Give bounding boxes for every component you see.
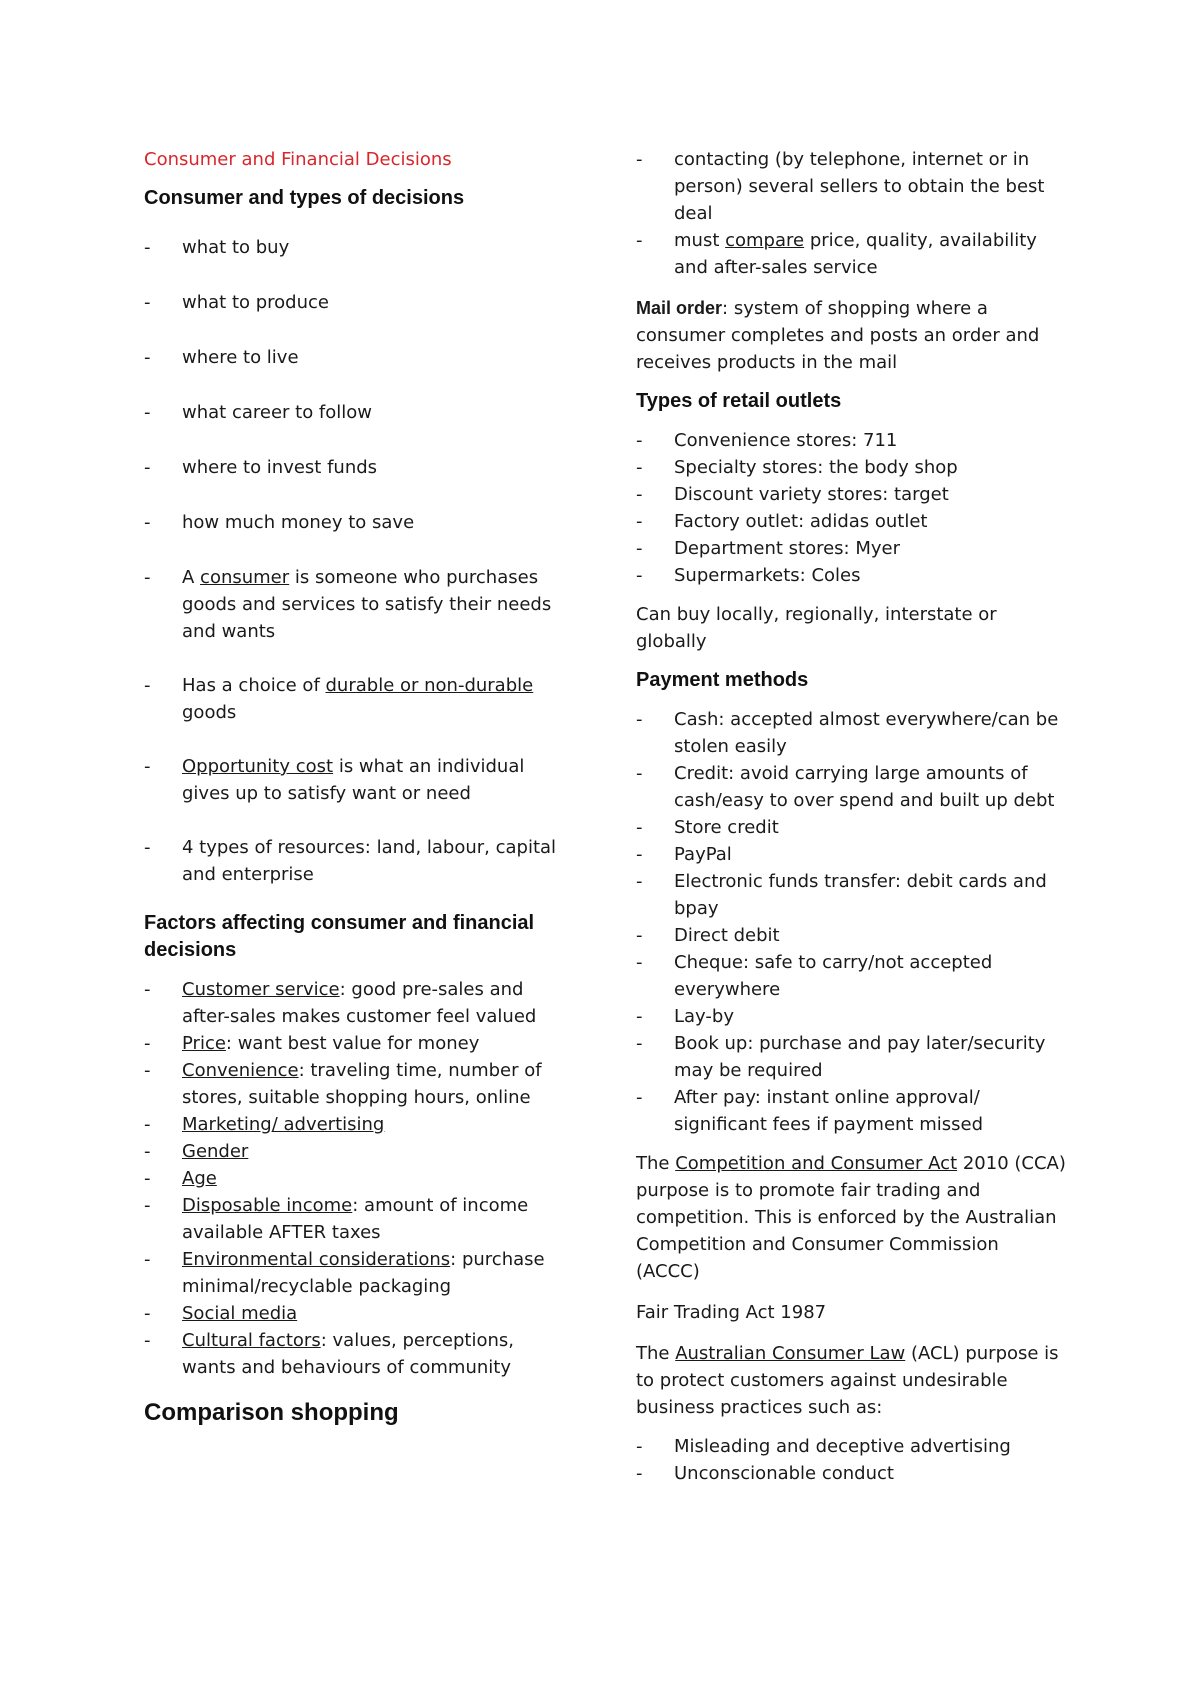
list-item: - Age bbox=[144, 1165, 564, 1192]
list-item: - Store credit bbox=[636, 814, 1066, 841]
term-consumer: consumer bbox=[200, 567, 290, 588]
list-item: - After pay: instant online approval/ significant fees if payment missed bbox=[636, 1084, 1066, 1138]
list-item-resources: - 4 types of resources: land, labour, capital and enterprise bbox=[144, 834, 564, 888]
decisions-list bbox=[144, 234, 564, 888]
list-item: - Environmental considerations: purchase minimal/recyclable packaging bbox=[144, 1246, 564, 1300]
list-item: - what career to follow bbox=[144, 399, 564, 426]
list-item: - Social media bbox=[144, 1300, 564, 1327]
retail-list bbox=[636, 427, 1066, 589]
term-consumer-law: Australian Consumer Law bbox=[675, 1343, 906, 1364]
list-item: - Department stores: Myer bbox=[636, 535, 1066, 562]
document-title: Consumer and Financial Decisions bbox=[144, 149, 452, 170]
term-mail-order: Mail order bbox=[636, 298, 723, 318]
mail-order-paragraph: Mail order: system of shopping where a consumer completes and posts an order and receives products in the mail bbox=[636, 298, 1040, 373]
list-item: - Unconscionable conduct bbox=[636, 1460, 1066, 1487]
comparison-list bbox=[636, 146, 1066, 281]
cca-paragraph: The Competition and Consumer Act 2010 (CCA) purpose is to promote fair trading and competition. This is enforced by the Australian Competition and Consumer Commission (ACCC) bbox=[636, 1153, 1066, 1282]
heading-payment-methods: Payment methods bbox=[636, 669, 809, 691]
list-item: - Cheque: safe to carry/not accepted everywhere bbox=[636, 949, 1066, 1003]
list-item: - Supermarkets: Coles bbox=[636, 562, 1066, 589]
heading-retail-outlets: Types of retail outlets bbox=[636, 390, 842, 412]
fair-trading-paragraph: Fair Trading Act 1987 bbox=[636, 1302, 827, 1323]
list-item: - what to buy bbox=[144, 234, 564, 261]
heading-factors: Factors affecting consumer and financial decisions bbox=[144, 912, 535, 961]
list-item-opportunity-cost: - Opportunity cost is what an individual gives up to satisfy want or need bbox=[144, 753, 564, 807]
list-item: - Gender bbox=[144, 1138, 564, 1165]
term-durable: durable or non-durable bbox=[325, 675, 534, 696]
list-item-consumer-definition: - A consumer is someone who purchases goods and services to satisfy their needs and wants bbox=[144, 564, 564, 645]
acl-paragraph: The Australian Consumer Law (ACL) purpose is to protect customers against undesirable business practices such as: bbox=[636, 1343, 1059, 1418]
heading-comparison-shopping: Comparison shopping bbox=[144, 1399, 399, 1426]
list-item: - where to invest funds bbox=[144, 454, 564, 481]
list-item: - what to produce bbox=[144, 289, 564, 316]
list-item: - Convenience stores: 711 bbox=[636, 427, 1066, 454]
list-item: - Electronic funds transfer: debit cards and bpay bbox=[636, 868, 1066, 922]
factors-list bbox=[144, 976, 564, 1381]
list-item: - PayPal bbox=[636, 841, 1066, 868]
term-opportunity-cost: Opportunity cost bbox=[182, 756, 334, 777]
list-item: - Disposable income: amount of income available AFTER taxes bbox=[144, 1192, 564, 1246]
term-compare: compare bbox=[725, 230, 805, 251]
list-item: - Price: want best value for money bbox=[144, 1030, 564, 1057]
list-item: - Book up: purchase and pay later/security may be required bbox=[636, 1030, 1066, 1084]
list-item: - Lay-by bbox=[636, 1003, 1066, 1030]
list-item: - Customer service: good pre-sales and after-sales makes customer feel valued bbox=[144, 976, 564, 1030]
right-column bbox=[636, 146, 1066, 1487]
list-item: - how much money to save bbox=[144, 509, 564, 536]
list-item: - Cultural factors: values, perceptions, wants and behaviours of community bbox=[144, 1327, 564, 1381]
payment-list bbox=[636, 706, 1066, 1138]
list-item: - Credit: avoid carrying large amounts of cash/easy to over spend and built up debt bbox=[636, 760, 1066, 814]
term-competition-act: Competition and Consumer Act bbox=[675, 1153, 958, 1174]
list-item: - Specialty stores: the body shop bbox=[636, 454, 1066, 481]
buy-locations-paragraph: Can buy locally, regionally, interstate or globally bbox=[636, 604, 997, 652]
list-item: - where to live bbox=[144, 344, 564, 371]
left-column bbox=[144, 146, 564, 1429]
list-item: - Direct debit bbox=[636, 922, 1066, 949]
list-item: - must compare price, quality, availability and after-sales service bbox=[636, 227, 1066, 281]
list-item: - Factory outlet: adidas outlet bbox=[636, 508, 1066, 535]
list-item: - Discount variety stores: target bbox=[636, 481, 1066, 508]
list-item: - contacting (by telephone, internet or in person) several sellers to obtain the best deal bbox=[636, 146, 1066, 227]
heading-types-of-decisions: Consumer and types of decisions bbox=[144, 187, 465, 209]
list-item: - Marketing/ advertising bbox=[144, 1111, 564, 1138]
list-item-goods-choice: - Has a choice of durable or non-durable goods bbox=[144, 672, 564, 726]
list-item: - Misleading and deceptive advertising bbox=[636, 1433, 1066, 1460]
list-item: - Cash: accepted almost everywhere/can be stolen easily bbox=[636, 706, 1066, 760]
practices-list bbox=[636, 1433, 1066, 1487]
list-item: - Convenience: traveling time, number of stores, suitable shopping hours, online bbox=[144, 1057, 564, 1111]
